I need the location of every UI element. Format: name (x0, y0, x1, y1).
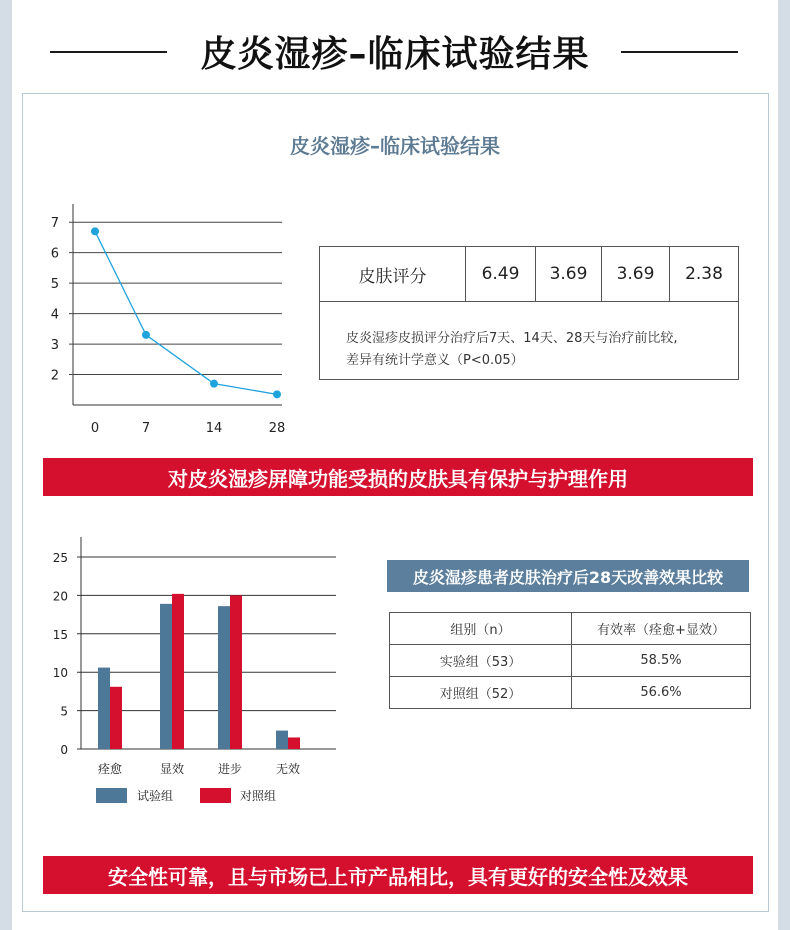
x-tick-label: 0 (90, 421, 100, 436)
x-tick-label: 显效 (159, 762, 185, 776)
bar-control-group (288, 737, 300, 749)
score-note-line2: 差异有统计学意义（P<0.05） (346, 353, 524, 368)
table-row (390, 677, 751, 709)
bar-control-group (110, 687, 122, 749)
table-header-row (390, 613, 751, 645)
section-title: 皮炎湿疹–临床试验结果 (290, 134, 500, 158)
y-tick-label: 3 (50, 338, 59, 354)
x-tick-label: 进步 (217, 762, 243, 776)
data-point (142, 331, 150, 339)
y-tick-label: 5 (50, 277, 59, 293)
comparison-table (389, 612, 751, 709)
benefit-banner: 对皮炎湿疹屏障功能受损的皮肤具有保护与护理作用 (43, 458, 753, 496)
x-tick-label: 14 (205, 421, 223, 436)
table-cell-rate: 56.6% (572, 677, 751, 709)
x-tick-label: 28 (268, 421, 286, 436)
skin-score-line-chart (40, 190, 290, 440)
score-note-line1: 皮炎湿疹皮损评分治疗后7天、14天、28天与治疗前比较, (346, 331, 678, 346)
safety-banner: 安全性可靠，且与市场已上市产品相比，具有更好的安全性及效果 (43, 856, 753, 894)
bar-test-group (218, 606, 230, 749)
legend-swatch-control (200, 788, 231, 803)
legend-label-test: 试验组 (137, 789, 174, 803)
score-day28: 2.38 (669, 247, 738, 301)
bar-control-group (172, 594, 184, 749)
score-label: 皮肤评分 (358, 266, 427, 287)
page-title: 皮炎湿疹–临床试验结果 (200, 34, 590, 75)
comparison-title: 皮炎湿疹患者皮肤治疗后28天改善效果比较 (387, 560, 749, 592)
legend-label-control: 对照组 (240, 789, 277, 803)
data-point (273, 390, 281, 398)
y-tick-label: 0 (60, 743, 68, 757)
table-cell-group: 实验组（53） (390, 645, 572, 677)
table-cell-rate: 58.5% (572, 645, 751, 677)
y-tick-label: 7 (50, 216, 59, 232)
y-tick-label: 5 (60, 704, 68, 719)
table-row (390, 645, 751, 677)
score-row (320, 247, 738, 302)
y-tick-label: 15 (52, 627, 68, 642)
legend-swatch-test (96, 788, 127, 803)
data-point (210, 380, 218, 388)
y-tick-label: 6 (50, 246, 59, 262)
efficacy-bar-chart (40, 535, 350, 820)
score-line (95, 231, 277, 394)
y-tick-label: 10 (52, 666, 68, 681)
y-tick-label: 4 (50, 307, 59, 323)
bar-test-group (276, 731, 288, 749)
data-point (91, 227, 99, 235)
score-day0: 6.49 (465, 247, 535, 301)
score-day7: 3.69 (535, 247, 601, 301)
table-header-rate: 有效率（痊愈+显效） (572, 613, 751, 645)
bar-control-group (230, 595, 242, 749)
y-tick-label: 2 (50, 368, 59, 384)
y-tick-label: 25 (52, 551, 68, 565)
x-tick-label: 痊愈 (97, 762, 123, 776)
x-tick-label: 无效 (275, 762, 301, 776)
x-tick-label: 7 (141, 421, 151, 436)
bar-test-group (160, 604, 172, 749)
table-header-group: 组别（n） (390, 613, 572, 645)
score-note (320, 302, 738, 372)
skin-score-table (319, 246, 739, 380)
y-tick-label: 20 (52, 589, 68, 604)
score-day14: 3.69 (601, 247, 669, 301)
table-cell-group: 对照组（52） (390, 677, 572, 709)
bar-test-group (98, 668, 110, 749)
